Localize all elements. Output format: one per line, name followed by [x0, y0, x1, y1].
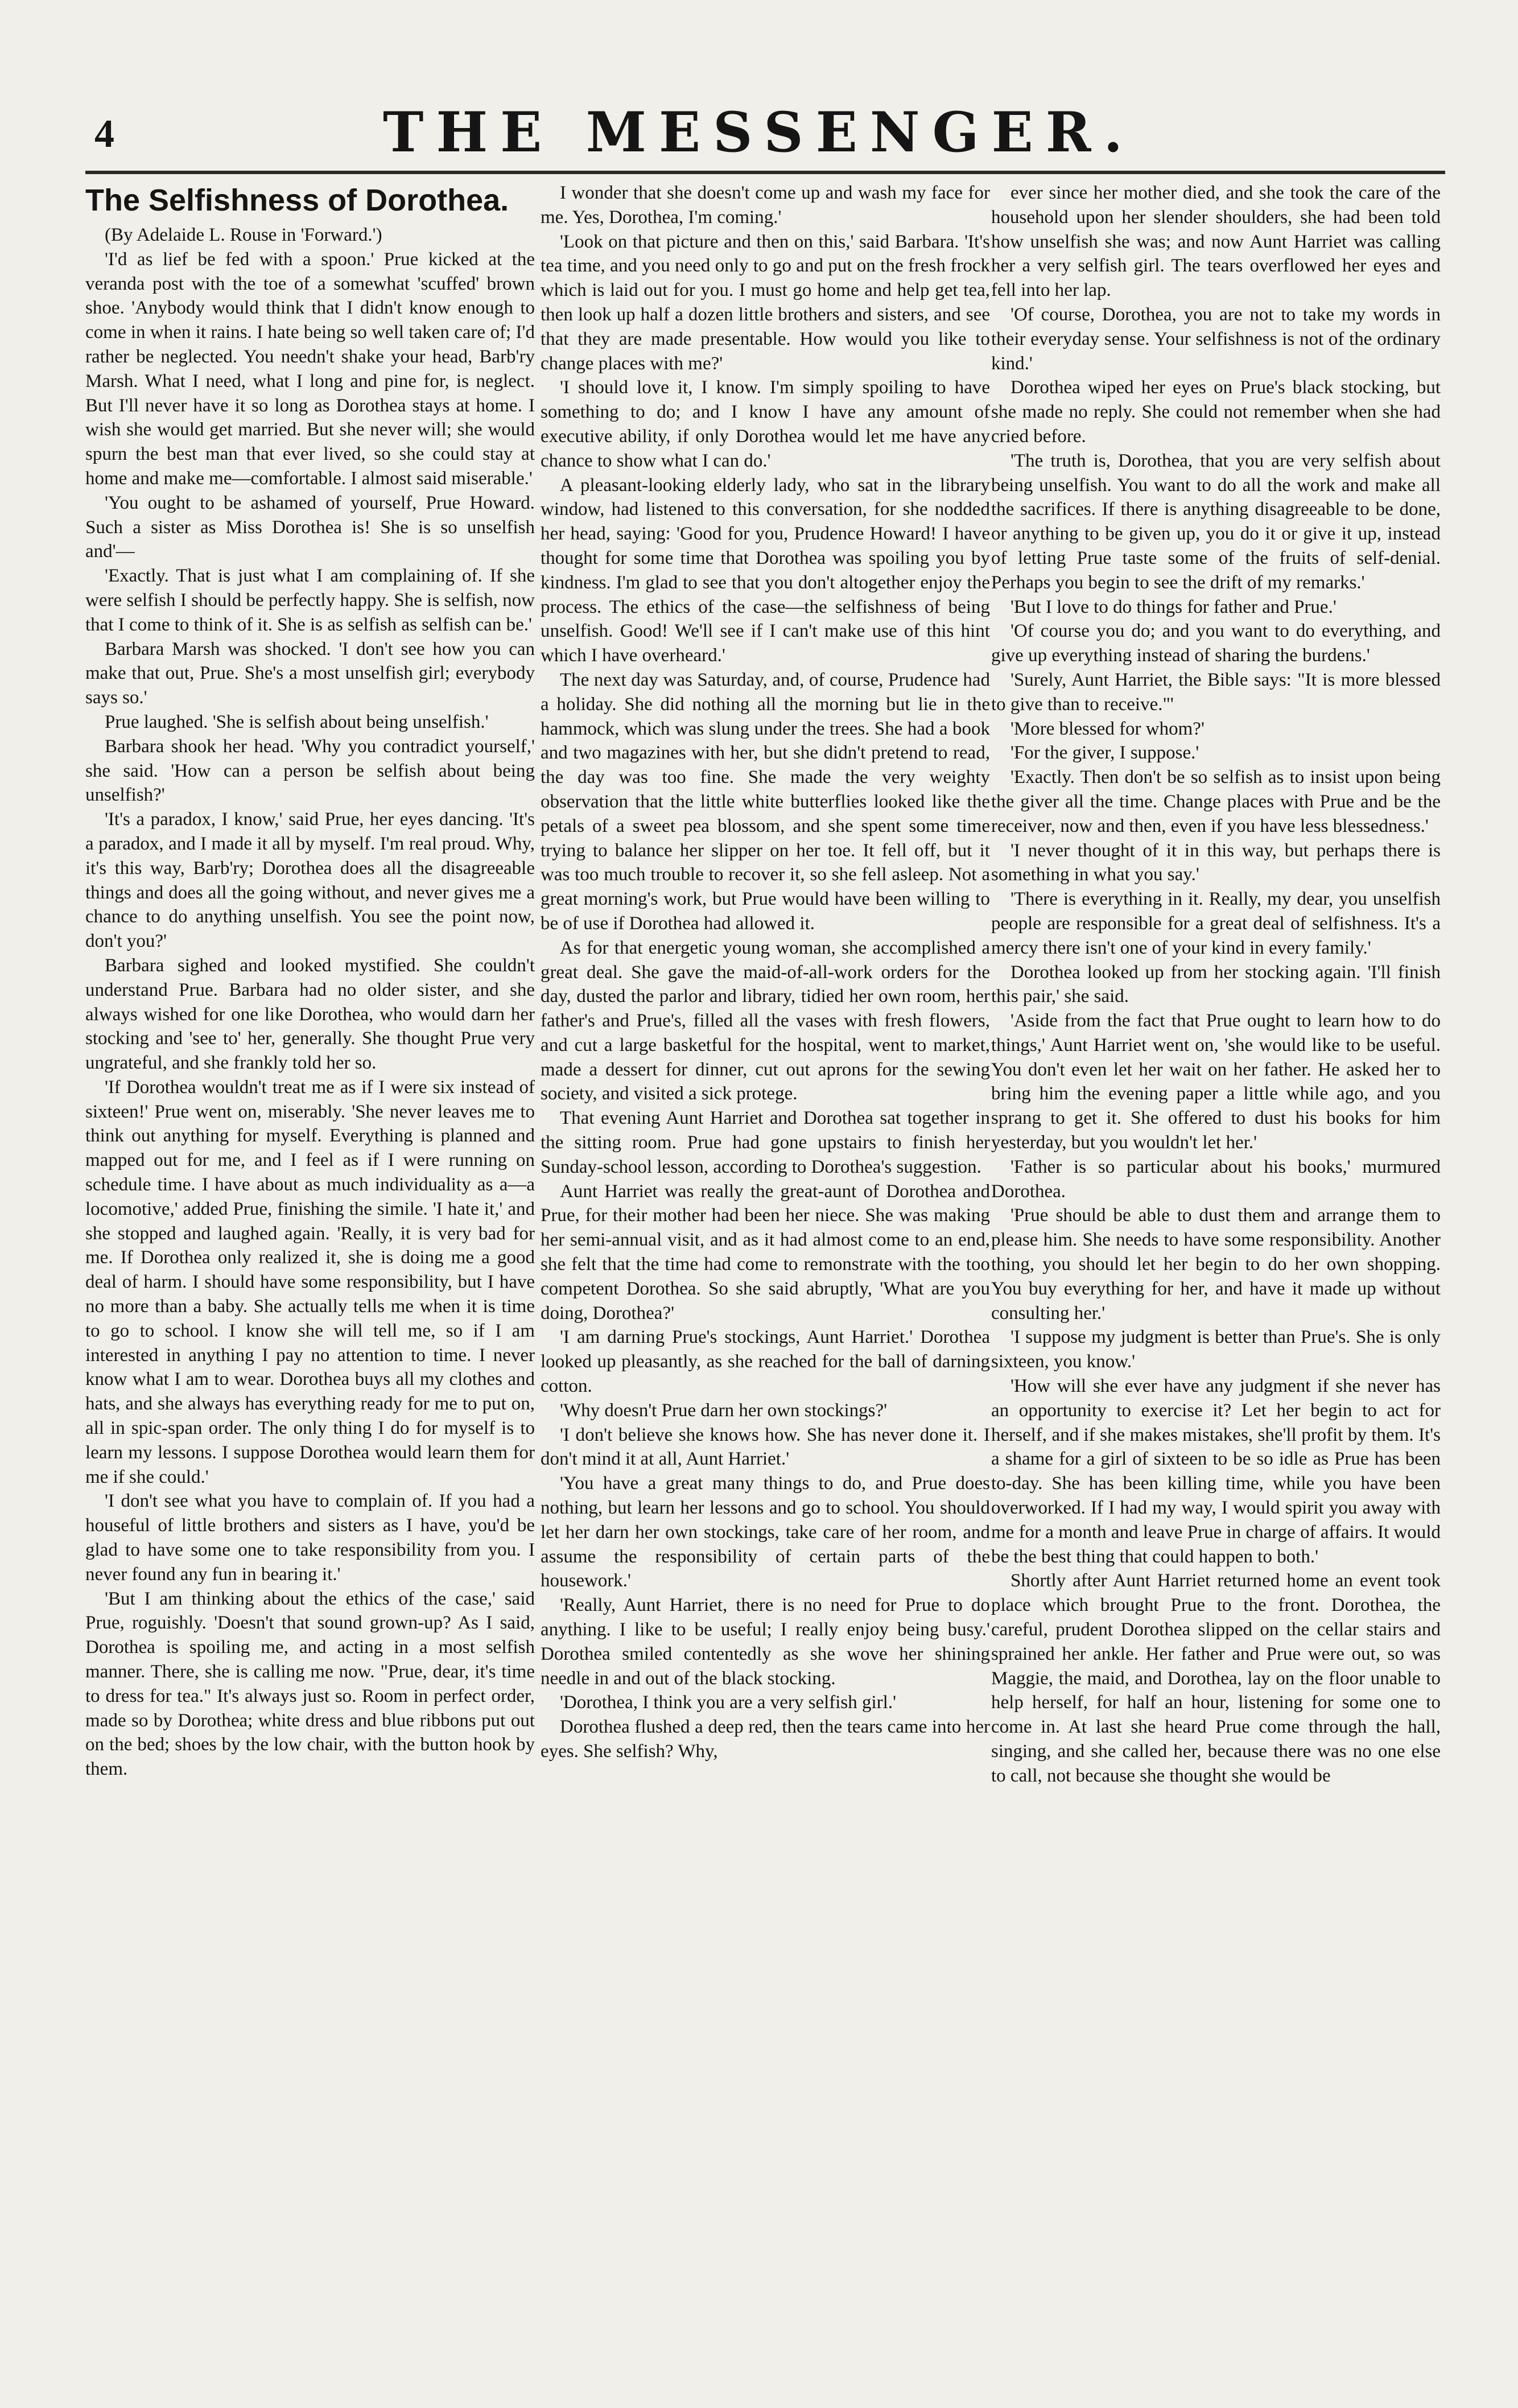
paragraph: 'You ought to be ashamed of yourself, Prue Howard. Such a sister as Miss Dorothea is! She is so unselfish and'— [85, 492, 535, 562]
paragraph: 'The truth is, Dorothea, that you are very selfish about being unselfish. You want to do all the work and make all the sacrifices. If there is anything disagreeable to be done, or anything to be given up, you do it or give it up, instead of letting Prue taste some of the fruits of self-denial. Perhaps you begin to see the drift of my remarks.' [991, 450, 1441, 593]
paragraph: 'Prue should be able to dust them and arrange them to please him. She needs to have some responsibility. Another thing, you should let her begin to do her own shopping. You buy everything for her, and have it made up without consulting her.' [991, 1205, 1441, 1323]
header-rule [85, 171, 1445, 174]
paragraph: 'I'd as lief be fed with a spoon.' Prue kicked at the veranda post with the toe of a somewhat 'scuffed' brown shoe. 'Anybody would think that I didn't know enough to come in when it rains. I hate being so well taken care of; I'd rather be neglected. You needn't shake your head, Barb'ry Marsh. What I need, what I long and pine for, is neglect. But I'll never have it so long as Dorothea stays at home. I wish she would get married. But she never will; she would spurn the best man that ever lived, so she could stay at home and make me—comfortable. I almost said miserable.' [85, 249, 535, 489]
paragraph: Dorothea looked up from her stocking again. 'I'll finish this pair,' she said. [991, 962, 1441, 1007]
paragraph: Shortly after Aunt Harriet returned home an event took place which brought Prue to the front. Dorothea, the careful, prudent Dorothea slipped on the cellar stairs and sprained her ankle. Her father and Prue were out, so was Maggie, the maid, and Dorothea, lay on the floor unable to help herself, for half an hour, listening for some one to come in. At last she heard Prue come through the hall, singing, and she called her, because there was no one else to call, not because she thought she would be [991, 1570, 1441, 1786]
paragraph: Barbara shook her head. 'Why you contradict yourself,' she said. 'How can a person be selfish about being unselfish?' [85, 736, 535, 806]
paragraph: 'Of course, Dorothea, you are not to take my words in their everyday sense. Your selfishness is not of the ordinary kind.' [991, 304, 1441, 374]
column-3 [991, 181, 1441, 2389]
paragraph: 'I suppose my judgment is better than Prue's. She is only sixteen, you know.' [991, 1327, 1441, 1372]
paragraph: Prue laughed. 'She is selfish about being unselfish.' [105, 711, 489, 732]
paragraph: Dorothea flushed a deep red, then the tears came into her eyes. She selfish? Why, [541, 1717, 990, 1762]
paragraph: A pleasant-looking elderly lady, who sat in the library window, had listened to this conversation, for she nodded her head, saying: 'Good for you, Prudence Howard! I have thought for some time that Dorothea was spoiling you by kindness. I'm glad to see that you don't altogether enjoy the process. The ethics of the case—the selfishness of being unselfish. Good! We'll see if I can't make use of this hint which I have overheard.' [541, 475, 990, 666]
article-title: The Selfishness of Dorothea. [85, 183, 509, 217]
column-1 [85, 181, 535, 2389]
paragraph: 'But I love to do things for father and Prue.' [1010, 596, 1336, 617]
paragraph: 'How will she ever have any judgment if she never has an opportunity to exercise it? Let her begin to act for herself, and if she makes mistakes, she'll profit by them. It's a shame for a girl of sixteen to be so idle as Prue has been to-day. She has been killing time, while you have been overworked. If I had my way, I would spirit you away with me for a month and leave Prue in charge of affairs. It would be the best thing that could happen to both.' [991, 1376, 1441, 1567]
paragraph: I wonder that she doesn't come up and wash my face for me. Yes, Dorothea, I'm coming.' [541, 183, 990, 228]
paragraph: 'I am darning Prue's stockings, Aunt Harriet.' Dorothea looked up pleasantly, as she reached for the ball of darning cotton. [541, 1327, 990, 1397]
paragraph: 'Why doesn't Prue darn her own stockings?' [560, 1400, 888, 1421]
paragraph: 'Dorothea, I think you are a very selfish girl.' [560, 1692, 897, 1713]
paragraph: ever since her mother died, and she took the care of the household upon her slender shoulders, she had been told how unselfish she was; and now Aunt Harriet was calling her a very selfish girl. The tears overflowed her eyes and fell into her lap. [991, 183, 1441, 301]
column-3-body [991, 181, 1441, 1788]
paragraph: Aunt Harriet was really the great-aunt of Dorothea and Prue, for their mother had been her niece. She was making her semi-annual visit, and as it had almost come to an end, she felt that the time had come to remonstrate with the too competent Dorothea. So she said abruptly, 'What are you doing, Dorothea?' [541, 1181, 990, 1323]
paragraph: Barbara Marsh was shocked. 'I don't see how you can make that out, Prue. She's a most unselfish girl; everybody says so.' [85, 638, 535, 708]
paragraph: 'I should love it, I know. I'm simply spoiling to have something to do; and I know I have any amount of executive ability, if only Dorothea would let me have any chance to show what I can do.' [541, 377, 990, 471]
paragraph: 'For the giver, I suppose.' [1010, 743, 1199, 764]
paragraph: 'I don't see what you have to complain of. If you had a houseful of little brothers and sisters as I have, you'd be glad to have some one to take responsibility from you. I never found any fun in bearing it.' [85, 1491, 535, 1585]
paragraph: 'If Dorothea wouldn't treat me as if I were six instead of sixteen!' Prue went on, miserably. 'She never leaves me to think out anything for myself. Everything is planned and mapped out for me, and I feel as if I were running on schedule time. I have about as much individuality as a—a locomotive,' added Prue, finishing the simile. 'I hate it,' and she stopped and laughed again. 'Really, it is very bad for me. If Dorothea only realized it, she is doing me a good deal of harm. I should have some responsibility, but I have no more than a baby. She actually tells me when it is time to go to school. I know she will tell me, so if I am interested in anything I pay no attention to time. I never know what I am to wear. Dorothea buys all my clothes and hats, and she always has everything ready for me to put on, all in spic-span order. The only thing I do for myself is to learn my lessons. I suppose Dorothea would learn them for me if she could.' [85, 1077, 535, 1487]
paragraph: 'Look on that picture and then on this,' said Barbara. 'It's tea time, and you need only to go and put on the fresh frock which is laid out for you. I must go home and help get tea, then look up half a dozen little brothers and sisters, and see that they are made presentable. How would you like to change places with me?' [541, 231, 990, 374]
article-byline: (By Adelaide L. Rouse in 'Forward.') [105, 225, 382, 245]
paragraph: 'You have a great many things to do, and Prue does nothing, but learn her lessons and go to school. You should let her darn her own stockings, take care of her room, and assume the responsibility of certain parts of the housework.' [541, 1473, 990, 1591]
column-1-body [85, 248, 535, 1782]
paragraph: Barbara sighed and looked mystified. She couldn't understand Prue. Barbara had no older sister, and she always wished for one like Dorothea, who would darn her stocking and 'see to' her, generally. She thought Prue very ungrateful, and she frankly told her so. [85, 955, 535, 1074]
paragraph: 'Aside from the fact that Prue ought to learn how to do things,' Aunt Harriet went on, 'she would like to be useful. You don't even let her wait on her father. He asked her to bring him the evening paper a little while ago, and you sprang to get it. She offered to dust his books for him yesterday, but you wouldn't let her.' [991, 1011, 1441, 1153]
paragraph: 'More blessed for whom?' [1010, 718, 1204, 739]
column-2-body [541, 181, 990, 1764]
paragraph: 'I don't believe she knows how. She has never done it. I don't mind it at all, Aunt Harriet.' [541, 1424, 990, 1470]
paragraph: Dorothea wiped her eyes on Prue's black stocking, but she made no reply. She could not remember when she had cried before. [991, 377, 1441, 447]
paragraph: That evening Aunt Harriet and Dorothea sat together in the sitting room. Prue had gone upstairs to finish her Sunday-school lesson, according to Dorothea's suggestion. [541, 1108, 990, 1177]
column-2 [541, 181, 990, 2389]
paragraph: 'Exactly. That is just what I am complaining of. If she were selfish I should be perfectly happy. She is selfish, now that I come to think of it. She is as selfish as selfish can be.' [85, 566, 535, 635]
newspaper-title: THE MESSENGER. [383, 100, 1135, 164]
paragraph: 'Really, Aunt Harriet, there is no need for Prue to do anything. I like to be useful; I really enjoy being busy.' Dorothea smiled contentedly as she wove her shining needle in and out of the black stocking. [541, 1595, 990, 1689]
paragraph: 'Exactly. Then don't be so selfish as to insist upon being the giver all the time. Change places with Prue and be the receiver, now and then, even if you have less blessedness.' [991, 767, 1441, 836]
paragraph: The next day was Saturday, and, of course, Prudence had a holiday. She did nothing all the morning but lie in the hammock, which was slung under the trees. She had a book and two magazines with her, but she didn't pretend to read, the day was too fine. She made the very weighty observation that the little white butterflies looked like the petals of a sweet pea blossom, and she spent some time trying to balance her slipper on her toe. It fell off, but it was too much trouble to recover it, so she fell asleep. Not a great morning's work, but Prue would have been willing to be of use if Dorothea had allowed it. [541, 669, 990, 934]
paragraph: 'It's a paradox, I know,' said Prue, her eyes dancing. 'It's a paradox, and I made it all by myself. I'm real proud. Why, it's this way, Barb'ry; Dorothea does all the disagreeable things and does all the going without, and never gives me a chance to do anything unselfish. You see the point now, don't you?' [85, 809, 535, 952]
paragraph: 'There is everything in it. Really, my dear, you unselfish people are responsible for a great deal of selfishness. It's a mercy there isn't one of your kind in every family.' [991, 889, 1441, 958]
paragraph: 'Father is so particular about his books,' murmured Dorothea. [991, 1156, 1441, 1202]
masthead [0, 0, 1518, 165]
paragraph: 'Of course you do; and you want to do everything, and give up everything instead of sharing the burdens.' [991, 621, 1441, 666]
paragraph: As for that energetic young woman, she accomplished a great deal. She gave the maid-of-all-work orders for the day, dusted the parlor and library, tidied her own room, her father's and Prue's, filled all the vases with fresh flowers, and cut a large basketful for the hospital, went to market, made a dessert for dinner, cut out aprons for the sewing society, and visited a sick protege. [541, 937, 990, 1104]
page-number: 4 [94, 112, 114, 156]
paragraph: 'But I am thinking about the ethics of the case,' said Prue, roguishly. 'Doesn't that sound grown-up? As I said, Dorothea is spoiling me, and acting in a most selfish manner. There, she is calling me now. "Prue, dear, it's time to dress for tea." It's always just so. Room in perfect order, made so by Dorothea; white dress and blue ribbons put out on the bed; shoes by the low chair, with the button hook by them. [85, 1588, 535, 1780]
paragraph: 'Surely, Aunt Harriet, the Bible says: "It is more blessed to give than to receive."' [991, 669, 1441, 715]
paragraph: 'I never thought of it in this way, but perhaps there is something in what you say.' [991, 840, 1441, 885]
